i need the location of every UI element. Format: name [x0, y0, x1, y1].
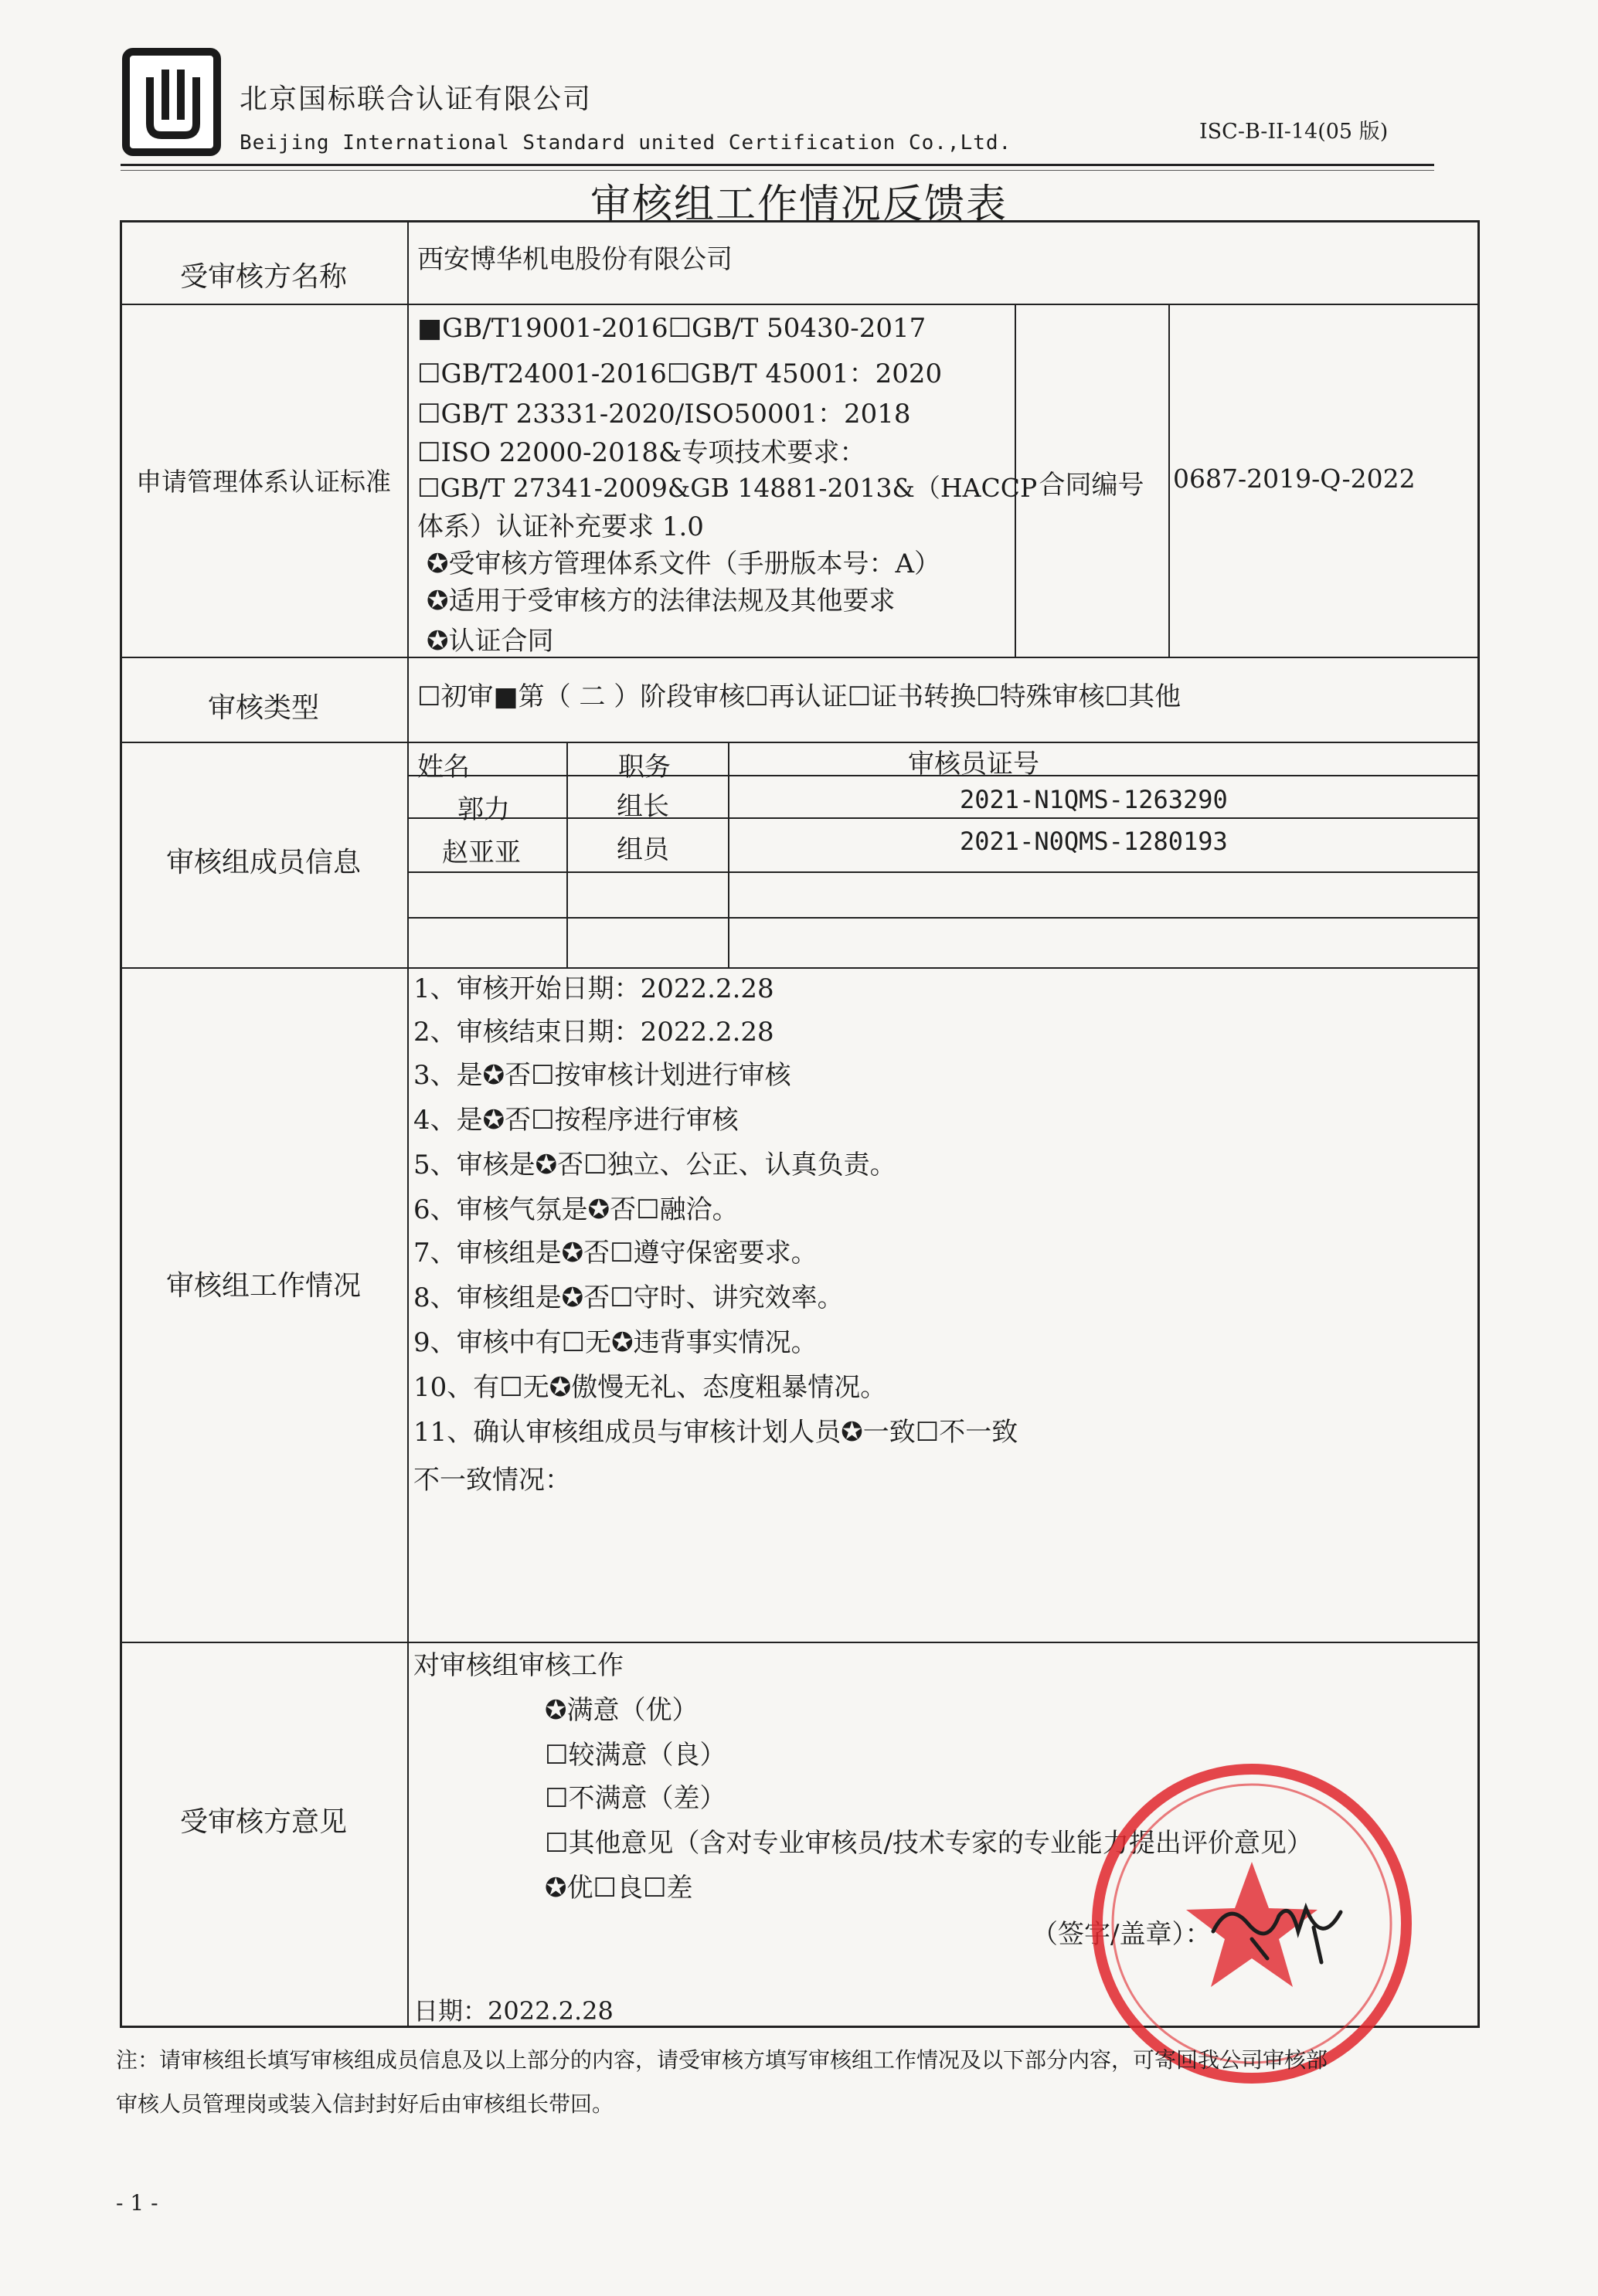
team-col-divider [566, 742, 568, 967]
contract-number: 0687-2019-Q-2022 [1173, 464, 1416, 494]
work-item: 2、审核结束日期：2022.2.28 [413, 1017, 774, 1048]
work-label: 审核组工作情况 [165, 1270, 361, 1302]
team-row-divider [407, 871, 1480, 873]
standard-option-cont: 体系）认证补充要求 1.0 [417, 511, 704, 542]
opinion-option: ✪满意（优） [545, 1695, 699, 1726]
page-number: - 1 - [116, 2190, 158, 2216]
footer-note: 注：请审核组长填写审核组成员信息及以上部分的内容，请受审核方填写审核组工作情况及以下部分内容，可寄回我公司审核部 [116, 2047, 1328, 2073]
work-item: 1、审核开始日期：2022.2.28 [413, 973, 774, 1004]
standard-option: ☐ISO 22000-2018&专项技术要求： [417, 437, 866, 468]
standard-option: ☐GB/T24001-2016☐GB/T 45001：2020 [417, 358, 943, 389]
work-item: 4、是✪否☐按程序进行审核 [413, 1105, 739, 1136]
work-item: 5、审核是✪否☐独立、公正、认真负责。 [413, 1150, 896, 1180]
row-divider [120, 967, 1480, 969]
company-logo [122, 48, 221, 156]
contract-divider [1168, 304, 1170, 657]
work-item: 9、审核中有☐无✪违背事实情况。 [413, 1327, 818, 1358]
work-item: 7、审核组是✪否☐遵守保密要求。 [413, 1238, 818, 1269]
company-name-en: Beijing International Standard united Certification Co.,Ltd. [240, 131, 1012, 155]
member-cert: 2021-N0QMS-1280193 [960, 827, 1228, 856]
document-code: ISC-B-II-14(05 版) [1199, 120, 1389, 144]
opinion-option: ☐不满意（差） [545, 1783, 726, 1814]
team-row-divider [407, 817, 1480, 819]
audit-type-label: 审核类型 [207, 692, 319, 724]
team-label: 审核组成员信息 [165, 847, 361, 878]
signature-label: （签字/盖章）： [1032, 1919, 1212, 1950]
header-divider [121, 164, 1434, 166]
work-item: 3、是✪否☐按审核计划进行审核 [413, 1060, 791, 1091]
work-item: 8、审核组是✪否☐守时、讲究效率。 [413, 1282, 844, 1313]
opinion-date: 日期：2022.2.28 [413, 1996, 614, 2026]
team-header-role: 职务 [618, 752, 671, 783]
handwritten-signature [1205, 1885, 1352, 1970]
standard-option: ■GB/T19001-2016☐GB/T 50430-2017 [417, 313, 926, 344]
audit-type-value: ☐初审■第（ 二 ）阶段审核☐再认证☐证书转换☐特殊审核☐其他 [417, 681, 1182, 712]
row-divider [120, 1642, 1480, 1643]
member-name: 郭力 [457, 794, 510, 825]
document-title: 审核组工作情况反馈表 [590, 182, 1008, 228]
work-item: 10、有☐无✪傲慢无礼、态度粗暴情况。 [413, 1372, 887, 1403]
label-column-divider [407, 220, 409, 2028]
work-item: 6、审核气氛是✪否☐融洽。 [413, 1194, 739, 1225]
row-divider [120, 657, 1480, 658]
header-divider-thin [121, 170, 1434, 171]
document-item: ✪适用于受审核方的法律法规及其他要求 [427, 586, 896, 616]
opinion-option: ☐较满意（良） [545, 1740, 726, 1771]
member-cert: 2021-N1QMS-1263290 [960, 785, 1228, 814]
team-header-name: 姓名 [417, 752, 470, 783]
member-role: 组员 [617, 834, 669, 865]
team-col-divider [728, 742, 729, 967]
auditee-label: 受审核方名称 [179, 261, 347, 293]
opinion-intro: 对审核组审核工作 [413, 1650, 624, 1681]
member-role: 组长 [617, 791, 669, 822]
logo-mark-icon [134, 62, 212, 147]
opinion-option: ☐其他意见（含对专业审核员/技术专家的专业能力提出评价意见） [545, 1828, 1313, 1859]
row-divider [120, 742, 1480, 743]
standard-option: ☐GB/T 27341-2009&GB 14881-2013&（HACCP [417, 473, 1038, 503]
member-name: 赵亚亚 [442, 837, 521, 868]
standards-label: 申请管理体系认证标准 [136, 467, 391, 497]
contract-label: 合同编号 [1039, 470, 1144, 501]
team-row-divider [407, 917, 1480, 919]
standard-option: ☐GB/T 23331-2020/ISO50001：2018 [417, 399, 911, 430]
document-item: ✪受审核方管理体系文件（手册版本号：A） [427, 549, 941, 579]
footer-note: 审核人员管理岗或装入信封封好后由审核组长带回。 [116, 2091, 614, 2117]
work-item: 11、确认审核组成员与审核计划人员✪一致☐不一致 [413, 1417, 1018, 1448]
opinion-label: 受审核方意见 [179, 1806, 347, 1838]
inconsistency-label: 不一致情况： [413, 1465, 571, 1496]
team-header-cert: 审核员证号 [908, 749, 1039, 779]
row-divider [120, 304, 1480, 305]
document-item: ✪认证合同 [427, 626, 554, 657]
company-name-cn: 北京国标联合认证有限公司 [240, 83, 593, 115]
auditee-name: 西安博华机电股份有限公司 [417, 244, 733, 275]
opinion-option: ✪优☐良☐差 [545, 1873, 693, 1904]
